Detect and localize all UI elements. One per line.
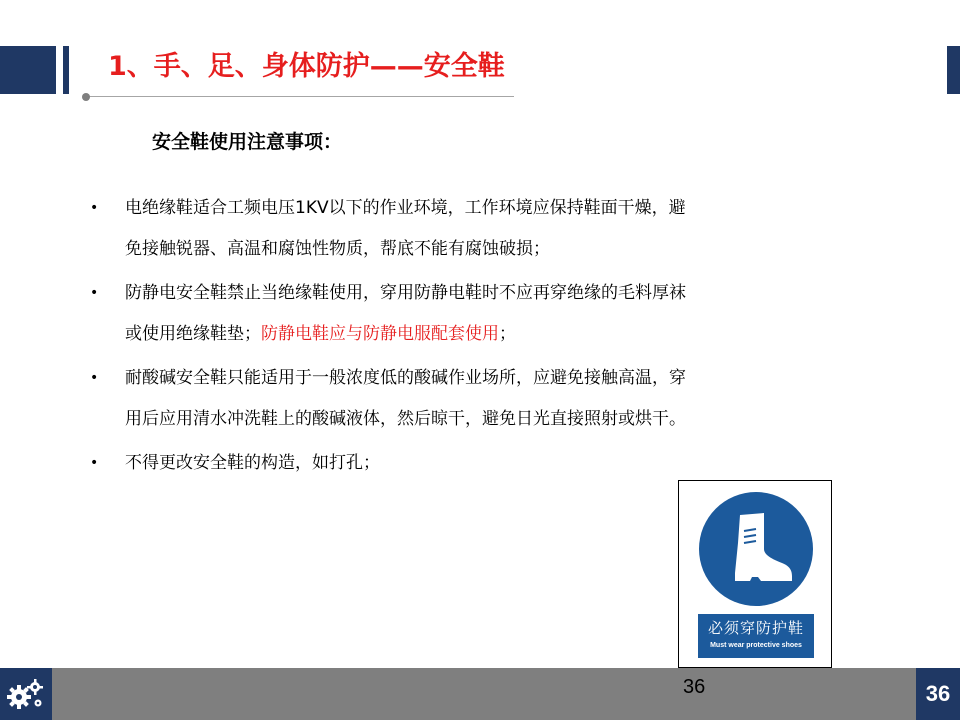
bullet-text-highlight: 防静电鞋应与防静电服配套使用 <box>261 324 499 344</box>
page-number: 36 <box>683 676 706 698</box>
header-decor-right-gap <box>944 46 947 94</box>
slide-title: 1、手、足、身体防护——安全鞋 <box>108 51 505 82</box>
bullet-dot: • <box>90 200 99 216</box>
title-underline-dot <box>82 93 90 101</box>
header-decor-left-stripe <box>63 46 69 94</box>
bullet-dot: • <box>90 285 99 301</box>
bullet-line: 不得更改安全鞋的构造，如打孔； <box>125 453 380 473</box>
bullet-item <box>90 188 850 270</box>
footer-page-box <box>916 668 960 720</box>
header-decor-left-block <box>0 46 56 94</box>
page-number-box: 36 <box>925 681 951 706</box>
header-decor-right-block <box>946 46 960 94</box>
bullet-line: 免接触锐器、高温和腐蚀性物质，帮底不能有腐蚀破损； <box>125 239 550 259</box>
sign-label <box>698 614 814 658</box>
title-underline <box>86 96 514 97</box>
boot-icon <box>698 491 814 607</box>
bullet-dot: • <box>90 455 99 471</box>
bullet-dot: • <box>90 370 99 386</box>
sign-label-en: Must wear protective shoes <box>710 642 802 649</box>
bullet-item <box>90 443 850 484</box>
bullet-text-black: 或使用绝缘鞋垫； <box>125 324 261 344</box>
bullet-item <box>90 358 850 440</box>
footer-icon-box <box>0 668 52 720</box>
bullet-list <box>90 188 850 487</box>
bullet-line: 耐酸碱安全鞋只能适用于一般浓度低的酸碱作业场所，应避免接触高温，穿 <box>125 368 686 388</box>
bullet-line: 用后应用清水冲洗鞋上的酸碱液体，然后晾干，避免日光直接照射或烘干。 <box>125 409 686 429</box>
slide-subtitle: 安全鞋使用注意事项： <box>152 131 343 153</box>
gears-icon <box>6 677 46 711</box>
sign-label-cn: 必须穿防护鞋 <box>707 619 804 637</box>
bullet-item <box>90 273 850 355</box>
bullet-text-end: ； <box>499 324 516 344</box>
bullet-line: 电绝缘鞋适合工频电压1KV以下的作业环境，工作环境应保持鞋面干燥，避 <box>125 198 686 218</box>
bullet-line-mixed <box>125 314 850 355</box>
footer-bar <box>0 668 960 720</box>
bullet-line: 防静电安全鞋禁止当绝缘鞋使用，穿用防静电鞋时不应再穿绝缘的毛料厚袜 <box>125 283 686 303</box>
safety-sign <box>678 480 832 668</box>
